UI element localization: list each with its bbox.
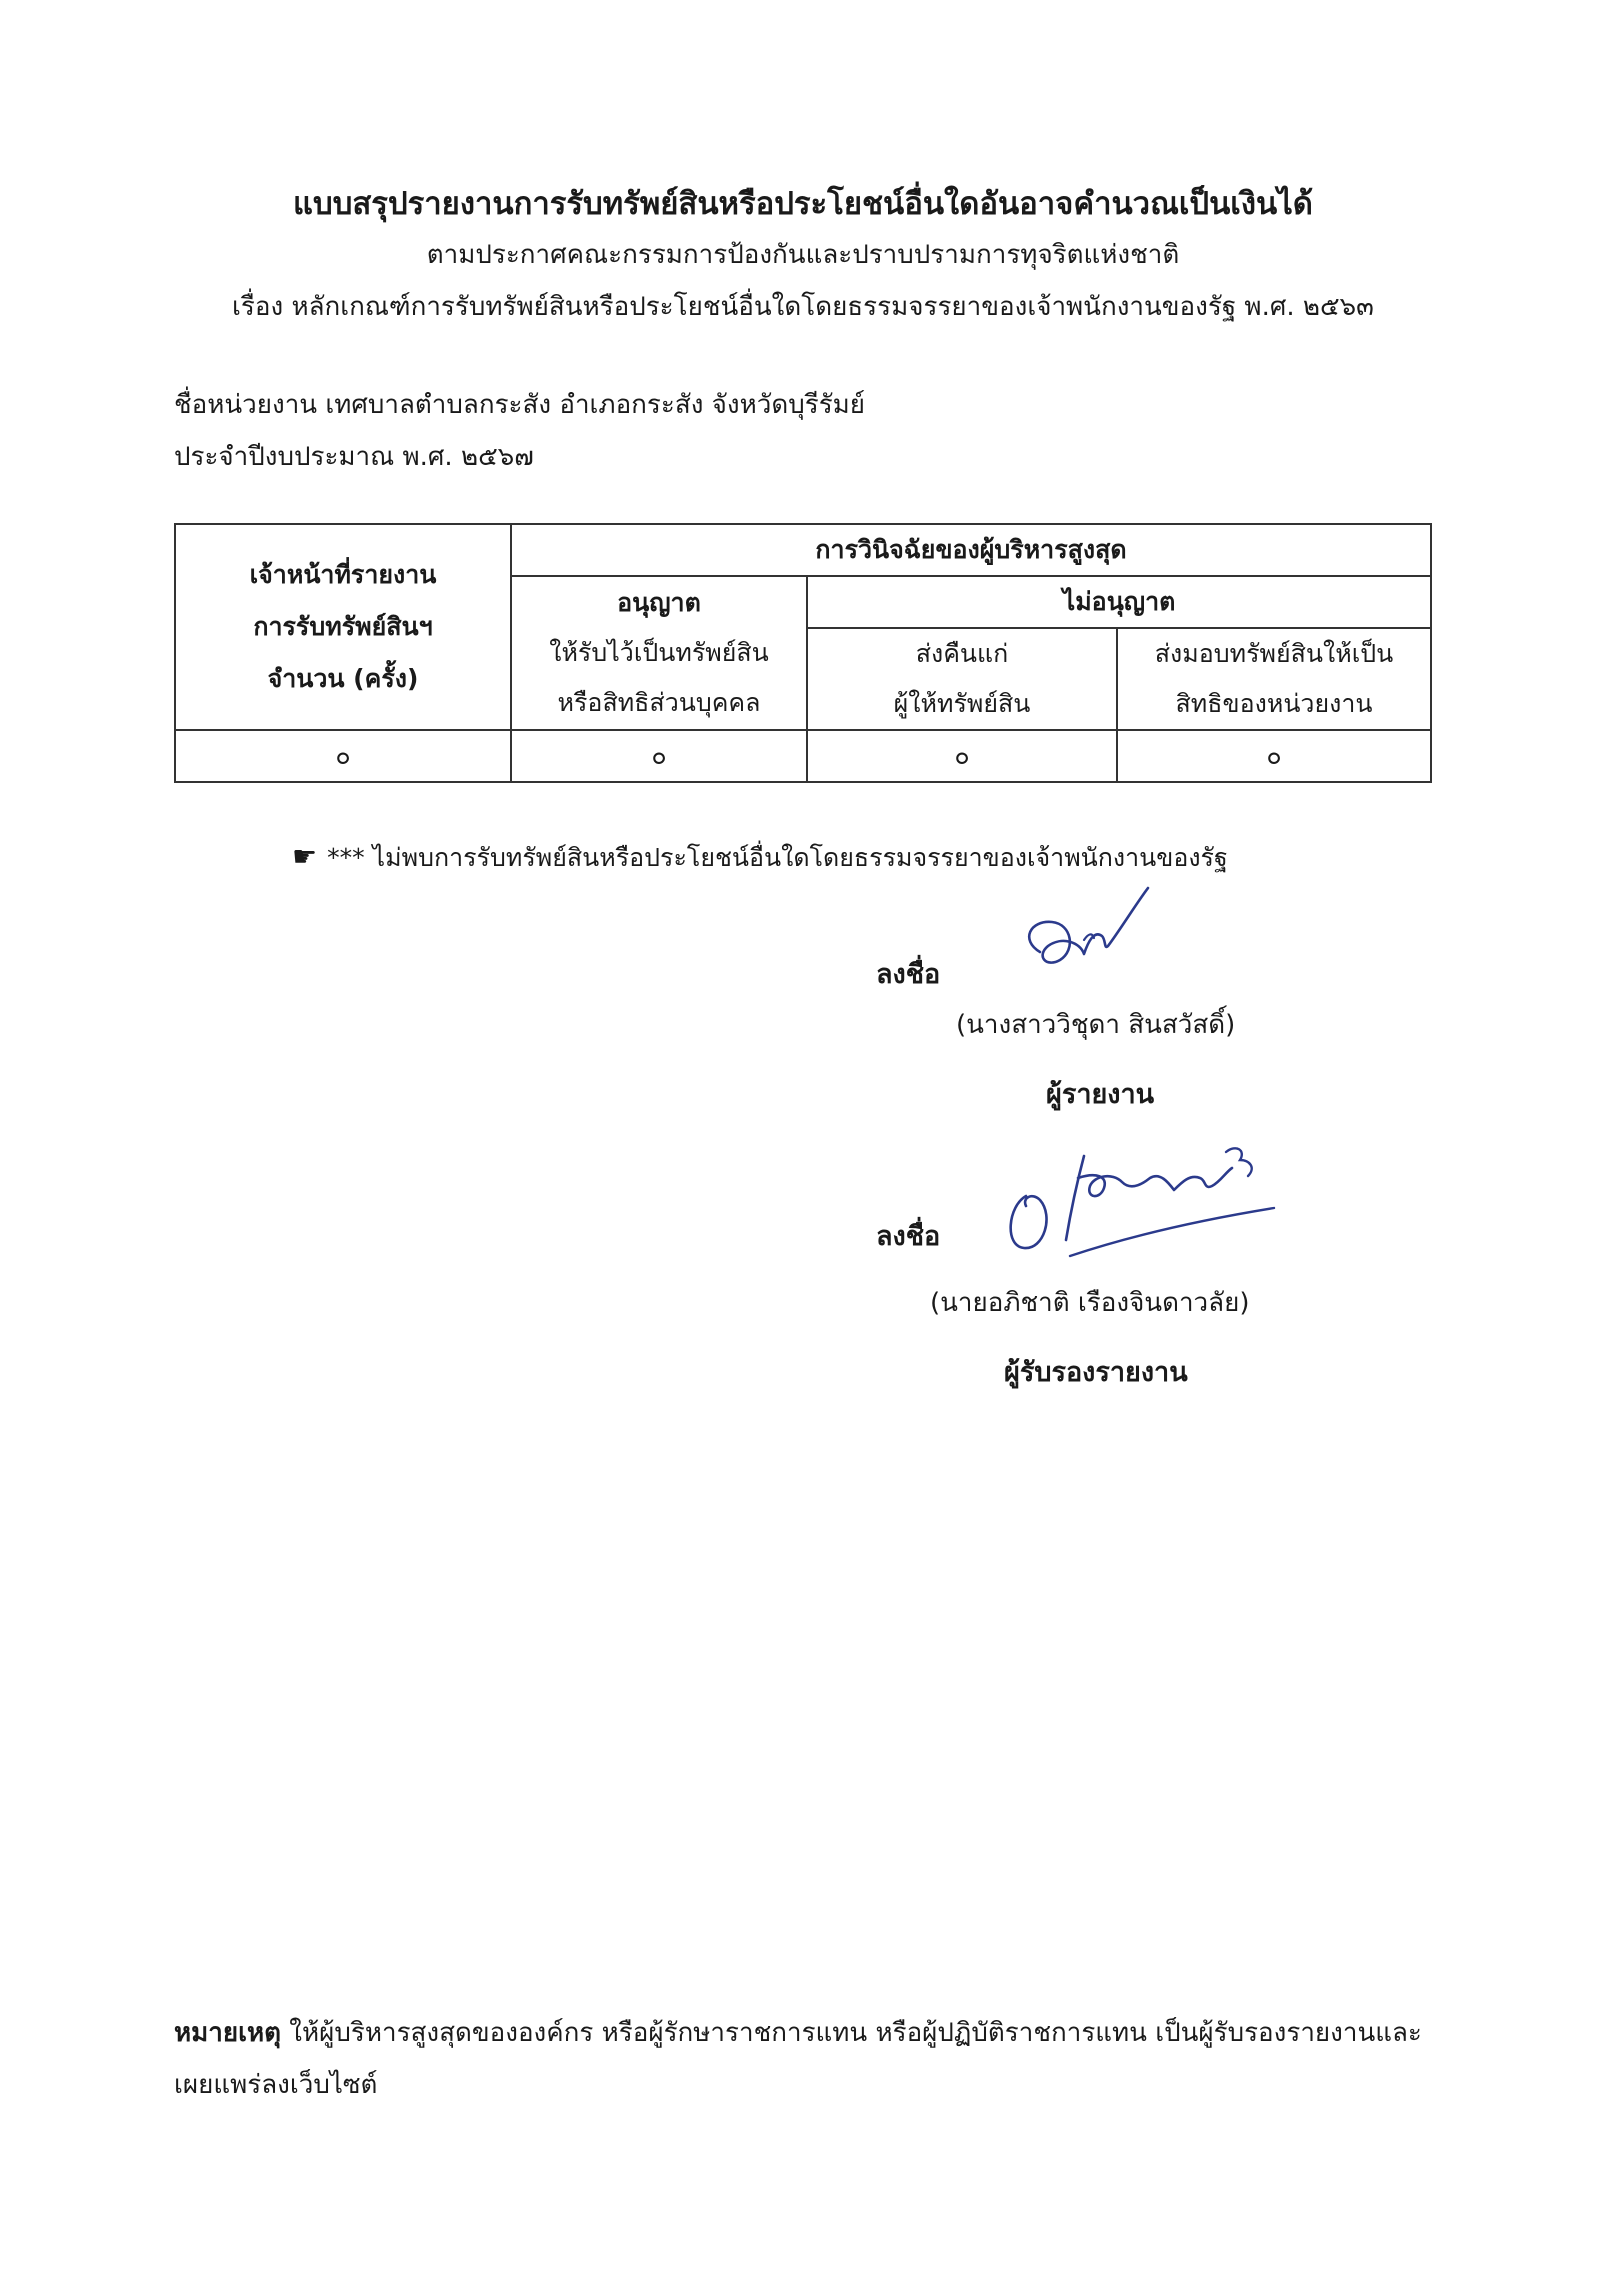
- document-subtitle-2: เรื่อง หลักเกณฑ์การรับทรัพย์สินหรือประโยชน์อื่นใดโดยธรรมจรรยาของเจ้าพนักงานของรัฐ พ.ศ. ๒๕๖๓: [232, 292, 1374, 322]
- reporter-count-header-line3: จำนวน (ครั้ง): [267, 664, 419, 693]
- footnote-text: ให้ผู้บริหารสูงสุดขององค์กร หรือผู้รักษาราชการแทน หรือผู้ปฏิบัติราชการแทน เป็นผู้รับรองรายงานและเผยแพร่ลงเว็บไซต์: [174, 2018, 1422, 2100]
- unit-name-line: ชื่อหน่วยงาน เทศบาลตำบลกระสัง อำเภอกระสัง จังหวัดบุรีรัมย์: [174, 390, 866, 420]
- allow-sub-line2: หรือสิทธิส่วนบุคคล: [557, 688, 761, 717]
- approver-role: ผู้รับรองรายงาน: [1004, 1357, 1188, 1388]
- value-allowed: ๐: [511, 730, 807, 782]
- deny-header: ไม่อนุญาต: [807, 576, 1431, 628]
- fiscal-year-line: ประจำปีงบประมาณ พ.ศ. ๒๕๖๗: [174, 442, 534, 472]
- reporter-count-header-line1: เจ้าหน้าที่รายงาน: [249, 560, 437, 589]
- value-handed-over: ๐: [1117, 730, 1431, 782]
- reporter-name: (นางสาววิชุดา สินสวัสดิ์): [956, 1010, 1236, 1040]
- return-to-giver-header: [807, 628, 1117, 730]
- approver-name: (นายอภิชาติ เรืองจินดาวลัย): [930, 1288, 1250, 1318]
- document-title: แบบสรุปรายงานการรับทรัพย์สินหรือประโยชน์อื่นใดอันอาจคำนวณเป็นเงินได้: [293, 186, 1313, 222]
- summary-table: [174, 523, 1432, 783]
- allow-header-cell: [511, 576, 807, 730]
- handover-sub-line1: ส่งมอบทรัพย์สินให้เป็น: [1154, 639, 1394, 668]
- return-sub-line2: ผู้ให้ทรัพย์สิน: [893, 689, 1031, 718]
- value-reporter-count: ๐: [175, 730, 511, 782]
- document-subtitle-1: ตามประกาศคณะกรรมการป้องกันและปราบปรามการทุจริตแห่งชาติ: [426, 240, 1180, 270]
- allow-header: อนุญาต: [617, 588, 701, 617]
- decision-header: การวินิจฉัยของผู้บริหารสูงสุด: [511, 524, 1431, 576]
- reporter-sign-label: ลงชื่อ: [876, 959, 941, 990]
- footnote: [174, 2007, 1434, 2111]
- allow-sub-line1: ให้รับไว้เป็นทรัพย์สิน: [549, 638, 769, 667]
- approver-signature-image: [1000, 1116, 1290, 1266]
- handover-sub-line2: สิทธิของหน่วยงาน: [1175, 689, 1373, 718]
- reporter-role: ผู้รายงาน: [1046, 1079, 1155, 1110]
- return-sub-line1: ส่งคืนแก่: [915, 639, 1009, 668]
- handover-to-agency-header: [1117, 628, 1431, 730]
- footnote-label: หมายเหตุ: [174, 2018, 282, 2048]
- value-returned: ๐: [807, 730, 1117, 782]
- no-gift-note: [292, 838, 1228, 878]
- approver-sign-label: ลงชื่อ: [876, 1221, 941, 1252]
- hand-pointer-icon: ☛: [292, 840, 318, 873]
- reporter-count-header-line2: การรับทรัพย์สินฯ: [253, 612, 433, 641]
- reporter-count-header: [175, 524, 511, 730]
- reporter-signature-image: [1010, 880, 1160, 1000]
- no-gift-note-text: *** ไม่พบการรับทรัพย์สินหรือประโยชน์อื่นใดโดยธรรมจรรยาของเจ้าพนักงานของรัฐ: [327, 843, 1228, 872]
